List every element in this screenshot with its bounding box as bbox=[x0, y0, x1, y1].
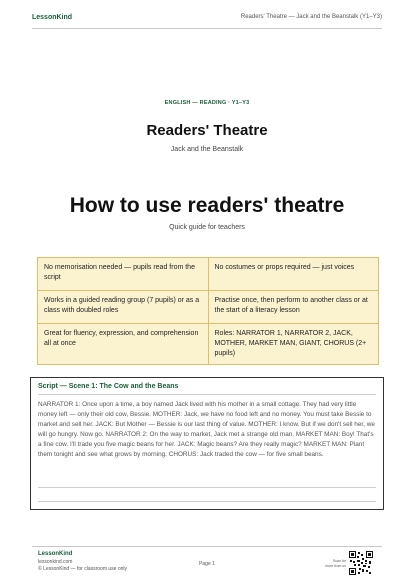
scan-caption-line: more from us bbox=[325, 563, 346, 568]
script-title: Script — Scene 1: The Cow and the Beans bbox=[38, 383, 376, 395]
footer-copyright: © LessonKind — for classroom use only bbox=[38, 566, 128, 572]
tip-cell: Practise once, then perform to another class or at the start of a literacy lesson bbox=[208, 291, 379, 324]
writing-line bbox=[38, 487, 376, 488]
tip-cell: No memorisation needed — pupils read from the script bbox=[38, 258, 209, 291]
page-header bbox=[32, 14, 382, 29]
scan-caption bbox=[320, 559, 346, 568]
footer-brand: LessonKind bbox=[38, 551, 73, 557]
tip-cell: Works in a guided reading group (7 pupils) or as a class with doubled roles bbox=[38, 291, 209, 324]
header-doc-title: Readers' Theatre — Jack and the Beanstalk (Y1–Y3) bbox=[240, 14, 382, 20]
qr-code-icon bbox=[349, 551, 373, 575]
tips-row bbox=[38, 324, 379, 365]
script-box bbox=[30, 377, 384, 510]
footer-site: lessonkind.com bbox=[38, 559, 73, 565]
section-subheading: Quick guide for teachers bbox=[169, 224, 245, 231]
subject-kicker: ENGLISH — READING · Y1–Y3 bbox=[164, 100, 250, 106]
scan-caption-line: Scan for bbox=[332, 559, 346, 563]
tips-row bbox=[38, 258, 379, 291]
tips-table bbox=[37, 257, 379, 365]
tip-cell: Roles: NARRATOR 1, NARRATOR 2, JACK, MOTHER, MARKET MAN, GIANT, CHORUS (2+ pupils) bbox=[208, 324, 379, 365]
section-heading: How to use readers' theatre bbox=[69, 194, 345, 217]
tip-cell: No costumes or props required — just voices bbox=[208, 258, 379, 291]
footer-divider bbox=[32, 546, 382, 547]
tips-row bbox=[38, 291, 379, 324]
page-title: Readers' Theatre bbox=[146, 122, 268, 139]
writing-line bbox=[38, 501, 376, 502]
page-subtitle: Jack and the Beanstalk bbox=[170, 146, 244, 153]
script-text: NARRATOR 1: Once upon a time, a boy named Jack lived with his mother in a small cottage. They had very little money left — only their old cow, Bessie. MOTHER: Jack, we have no food left and no money. You must take Bessie to market and sell her. JACK: But Mother — Bessie is our last thing of value. MOTHER: I know. But if we don't sell her, we will go hungry. Now go. NARRATOR 2: On the way to market, Jack met a strange old man. MARKET MAN: Boy! That's a fine cow. I'll trade you five magic beans for her. JACK: Magic beans? Are they really magic? MARKET MAN: Plant them tonight and see what grows by morning. CHORUS: Jack traded the cow — for five small beans. bbox=[38, 401, 375, 458]
page-number: Page 1 bbox=[199, 561, 215, 567]
tip-cell: Great for fluency, expression, and comprehension all at once bbox=[38, 324, 209, 365]
header-brand: LessonKind bbox=[32, 14, 73, 21]
